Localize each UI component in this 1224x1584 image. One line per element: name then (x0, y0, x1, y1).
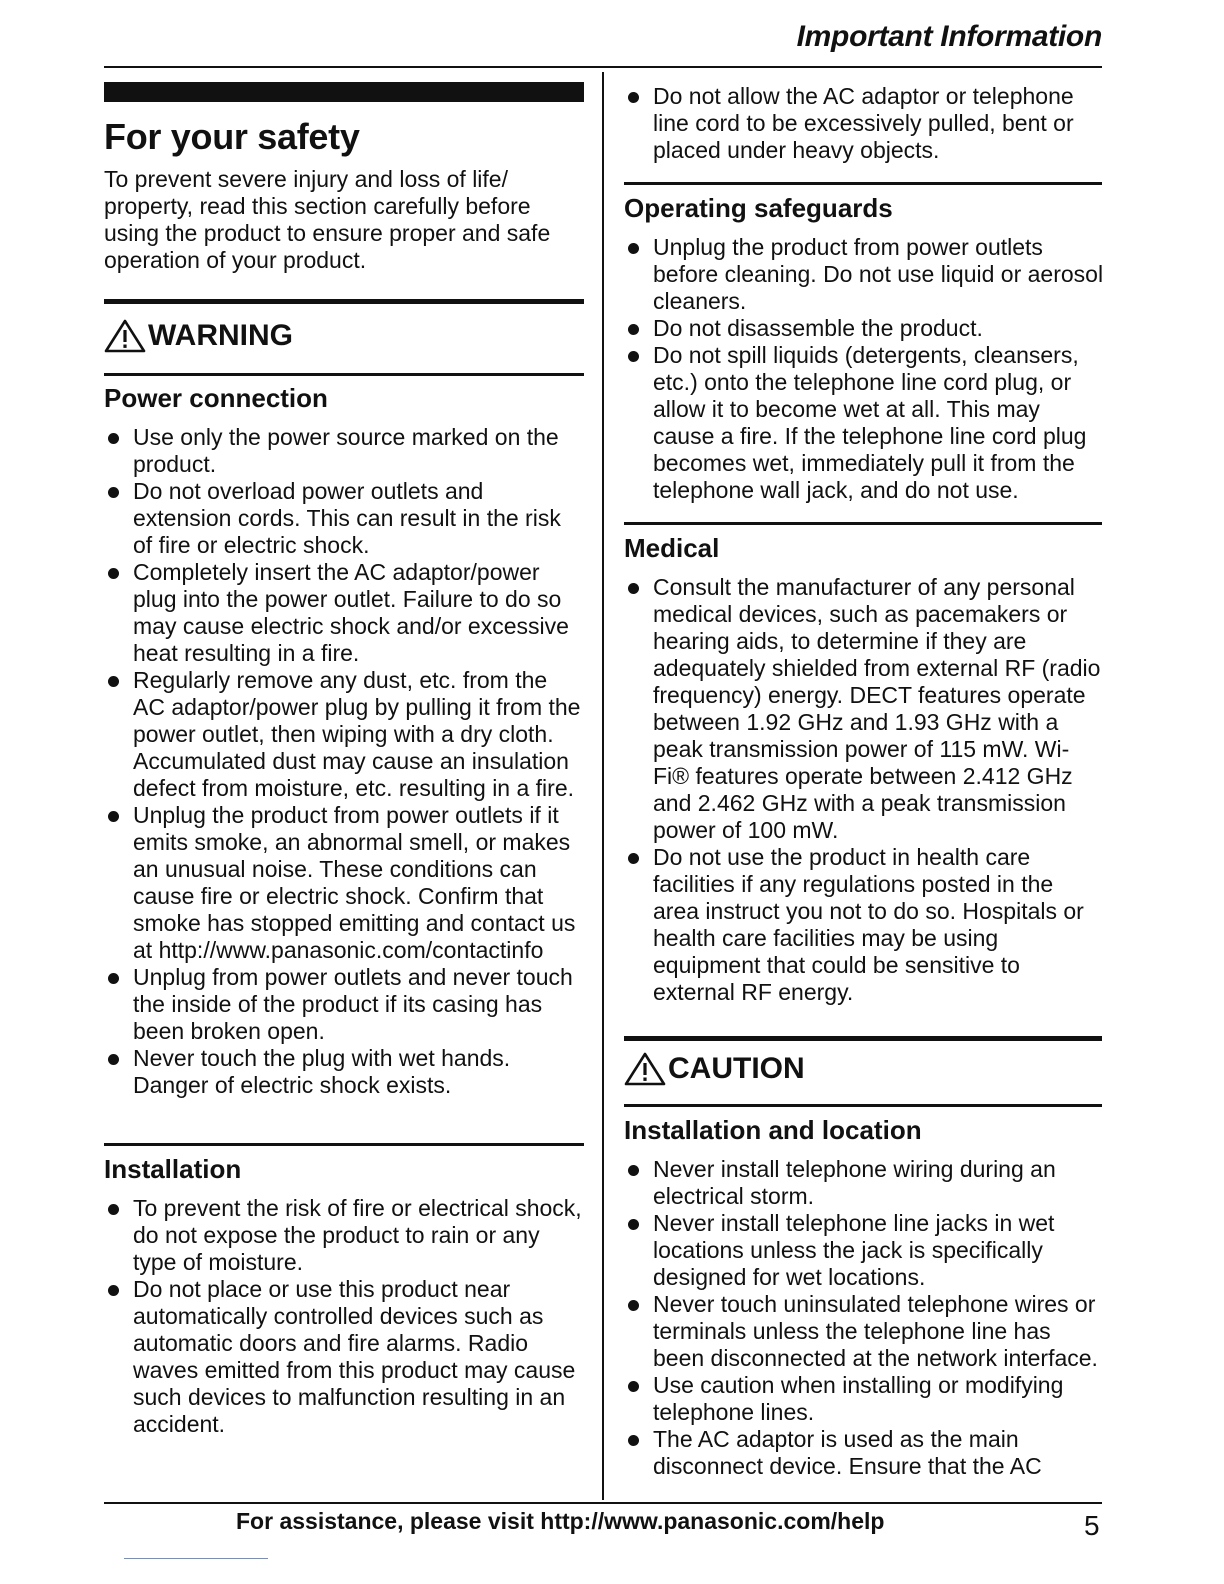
warning-rule (104, 299, 584, 304)
list-item: Do not spill liquids (detergents, cleansers, etc.) onto the telephone line cord plug, or allow it to become wet at all. This may cause a fire. If the telephone line cord plug becomes wet, immediately pull it from the telephone wall jack, and do not use. (624, 342, 1104, 504)
list-item: Use caution when installing or modifying telephone lines. (624, 1372, 1104, 1426)
list-item: Never install telephone wiring during an electrical storm. (624, 1156, 1104, 1210)
rule (624, 1104, 1102, 1107)
top-list (624, 83, 1104, 164)
warning-label: WARNING (148, 319, 293, 352)
list-item: Unplug the product from power outlets before cleaning. Do not use liquid or aerosol cleaners. (624, 234, 1104, 315)
column-divider (602, 72, 604, 1500)
section-bar (104, 82, 584, 102)
installation-heading: Installation (104, 1154, 242, 1184)
safety-intro: To prevent severe injury and loss of life/ property, read this section carefully before using the product to ensure proper and safe operation of your product. (104, 166, 551, 273)
rule (104, 373, 584, 376)
safety-title: For your safety (104, 116, 360, 157)
caution-label: CAUTION (668, 1052, 805, 1085)
list-item: Do not place or use this product near automatically controlled devices such as automatic doors and fire alarms. Radio waves emitted from this product may cause such devices to malfunction resulting in an accident. (104, 1276, 584, 1438)
caution-triangle-icon (624, 1052, 666, 1086)
medical-list (624, 574, 1104, 1006)
page-header-title: Important Information (796, 20, 1102, 53)
list-item: Never touch uninsulated telephone wires or terminals unless the telephone line has been disconnected at the network interface. (624, 1291, 1104, 1372)
list-item: Do not allow the AC adaptor or telephone line cord to be excessively pulled, bent or placed under heavy objects. (624, 83, 1104, 164)
list-item: Do not use the product in health care facilities if any regulations posted in the area instruct you not to do so. Hospitals or health care facilities may be using equipment that could be sensitive to external RF energy. (624, 844, 1104, 1006)
installation-list (104, 1195, 584, 1438)
operating-safeguards-heading: Operating safeguards (624, 193, 893, 223)
list-item: Regularly remove any dust, etc. from the AC adaptor/power plug by pulling it from the power outlet, then wiping with a dry cloth. Accumulated dust may cause an insulation defect from moisture, etc. resulting in a fire. (104, 667, 584, 802)
warning-triangle-icon (104, 319, 146, 353)
list-item: Do not overload power outlets and extension cords. This can result in the risk of fire or electric shock. (104, 478, 584, 559)
rule (624, 182, 1102, 185)
medical-heading: Medical (624, 533, 720, 563)
list-item: Unplug from power outlets and never touch the inside of the product if its casing has been broken open. (104, 964, 584, 1045)
list-item: Consult the manufacturer of any personal medical devices, such as pacemakers or hearing aids, to determine if they are adequately shielded from external RF (radio frequency) energy. DECT features operate between 1.92 GHz and 1.93 GHz with a peak transmission power of 115 mW. Wi-Fi® features operate between 2.412 GHz and 2.462 GHz with a peak transmission power of 100 mW. (624, 574, 1104, 844)
footer-rule (104, 1502, 1102, 1504)
rule (104, 1143, 584, 1146)
header-rule (104, 66, 1102, 68)
operating-list (624, 234, 1104, 504)
list-item: The AC adaptor is used as the main disconnect device. Ensure that the AC (624, 1426, 1104, 1480)
installation-location-list (624, 1156, 1104, 1480)
page-number: 5 (1084, 1510, 1100, 1541)
list-item: To prevent the risk of fire or electrical shock, do not expose the product to rain or any type of moisture. (104, 1195, 584, 1276)
footer-assistance: For assistance, please visit http://www.panasonic.com/help (236, 1508, 885, 1534)
scan-artifact-line (124, 1558, 268, 1559)
list-item: Never touch the plug with wet hands. Danger of electric shock exists. (104, 1045, 584, 1099)
list-item: Never install telephone line jacks in wet locations unless the jack is specifically designed for wet locations. (624, 1210, 1104, 1291)
list-item: Use only the power source marked on the product. (104, 424, 584, 478)
power-connection-heading: Power connection (104, 383, 328, 413)
rule (624, 522, 1102, 525)
installation-location-heading: Installation and location (624, 1115, 922, 1145)
list-item: Unplug the product from power outlets if it emits smoke, an abnormal smell, or makes an unusual noise. These conditions can cause fire or electric shock. Confirm that smoke has stopped emitting and contact us at http://www.panasonic.com/contactinfo (104, 802, 584, 964)
power-connection-list (104, 424, 584, 1099)
list-item: Do not disassemble the product. (624, 315, 1104, 342)
warning-heading (104, 318, 293, 354)
caution-heading (624, 1051, 805, 1087)
caution-rule (624, 1036, 1102, 1041)
list-item: Completely insert the AC adaptor/power plug into the power outlet. Failure to do so may cause electric shock and/or excessive heat resulting in a fire. (104, 559, 584, 667)
